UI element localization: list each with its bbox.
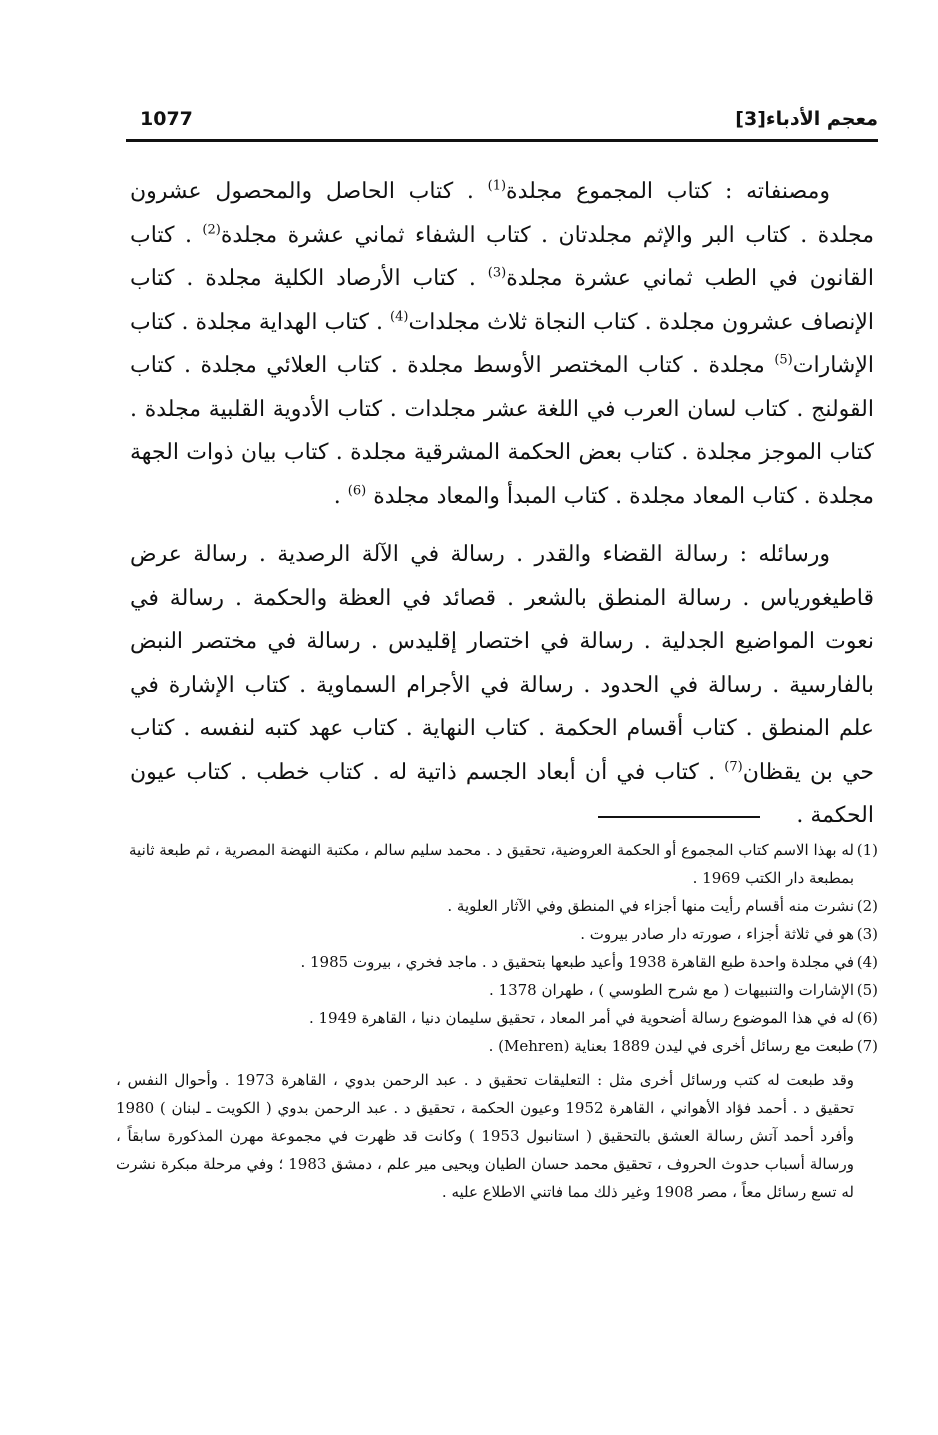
footnote-number: (1) (856, 841, 878, 859)
footnote-ref: (7) (724, 759, 743, 775)
footnote-item (116, 1032, 878, 1060)
text-segment: . كتاب في أن أبعاد الجسم ذاتية له . كتاب خطب . كتاب عيون الحكمة . (130, 759, 874, 828)
text-segment: . كتاب الحاصل والمحصول عشرون مجلدة . كتاب البر والإثم مجلدتان . كتاب الشفاء ثماني عشرة مجلدة (130, 179, 874, 248)
text-segment: ومصنفاته : كتاب المجموع مجلدة (506, 179, 830, 204)
footnote-ref: (6) (347, 483, 367, 499)
footnote-number: (3) (856, 925, 878, 943)
footnote-text: له بهذا الاسم كتاب المجموع أو الحكمة العروضية، تحقيق د . محمد سليم سالم ، مكتبة النهضة المصرية ، ثم طبعة ثانية بمطبعة دار الكتب 1969 . (129, 841, 854, 887)
paragraph-epistles (130, 533, 874, 838)
footnote-number: (4) (856, 953, 878, 971)
footnotes (116, 836, 878, 1206)
footnote-ref: (4) (390, 309, 409, 325)
page-number: 1077 (140, 108, 193, 130)
footnote-number: (6) (856, 1009, 878, 1027)
text-segment: . كتاب القانون في الطب ثماني عشرة مجلدة (130, 222, 875, 291)
footnote-continuation: وقد طبعت له كتب ورسائل أخرى مثل : التعليقات تحقيق د . عبد الرحمن بدوي ، القاهرة 1973 . وأحوال النفس ، تحقيق د . أحمد فؤاد الأهواني ، القاهرة 1952 وعيون الحكمة ، تحقيق د . عبد الرحمن بدوي ( الكويت ـ لبنان ) 1980 وأفرد أحمد آتش رسالة العشق بالتحقيق ( استانبول 1953 ) وكانت قد ظهرت في مجموعة مهرن المذكورة سابقاً ، ورسالة أسباب حدوث الحروف ، تحقيق محمد حسان الطيان ويحيى مير علم ، دمشق 1983 ؛ وفي مرحلة مبكرة نشرت له تسع رسائل معاً ، مصر 1908 وغير ذلك مما فاتني الاطلاع عليه . (116, 1071, 855, 1201)
footnote-text: طبعت مع رسائل أخرى في ليدن 1889 بعناية (Mehren) . (488, 1037, 854, 1055)
footnote-text: هو في ثلاثة أجزاء ، صورته دار صادر بيروت . (580, 925, 854, 943)
running-head: معجم الأدباء[3] (735, 108, 878, 130)
footnote-item (116, 920, 878, 948)
footnote-text: نشرت منه أقسام رأيت منها أجزاء في المنطق وفي الآثار العلوية . (447, 897, 854, 915)
paragraph-works (130, 170, 874, 518)
text-segment: . كتاب الأرصاد الكلية مجلدة . كتاب الإنصاف عشرون مجلدة . كتاب النجاة ثلاث مجلدات (130, 266, 875, 335)
footnote-number: (5) (856, 981, 878, 999)
text-segment: . (333, 483, 348, 509)
page-header (126, 104, 878, 138)
footnote-item (116, 976, 878, 1004)
footnote-ref: (2) (202, 222, 221, 238)
footnote-text: في مجلدة واحدة طبع القاهرة 1938 وأعيد طبعها بتحقيق د . ماجد فخري ، بيروت 1985 . (300, 953, 854, 971)
footnote-ref: (5) (774, 352, 793, 368)
footnote-ref: (3) (487, 265, 507, 281)
footnote-text: الإشارات والتنبيهات ( مع شرح الطوسي ) ، طهران 1378 . (489, 981, 854, 999)
footnote-separator (598, 816, 760, 818)
footnote-text: له في هذا الموضوع رسالة أضحوية في أمر المعاد ، تحقيق سليمان دنيا ، القاهرة 1949 . (308, 1009, 854, 1027)
header-rule (126, 139, 878, 142)
footnote-item (116, 892, 878, 920)
footnote-item (116, 836, 878, 892)
footnote-item (116, 1004, 878, 1032)
text-segment: . كتاب الهداية مجلدة . كتاب الإشارات (130, 309, 874, 378)
footnote-number: (7) (856, 1037, 878, 1055)
text-segment: مجلدة . كتاب المختصر الأوسط مجلدة . كتاب العلائي مجلدة . كتاب القولنج . كتاب لسان العرب في اللغة عشر مجلدات . كتاب الأدوية القلبية مجلدة . كتاب الموجز مجلدة . كتاب بعض الحكمة المشرقية مجلدة . كتاب بيان ذوات الجهة مجلدة . كتاب المعاد مجلدة . كتاب المبدأ والمعاد مجلدة (130, 353, 874, 509)
footnote-number: (2) (856, 897, 878, 915)
text-segment: ورسائله : رسالة القضاء والقدر . رسالة في الآلة الرصدية . رسالة عرض قاطيغورياس . رسالة المنطق بالشعر . قصائد في العظة والحكمة . رسالة في نعوت المواضيع الجدلية . رسالة في اختصار إقليدس . رسالة في مختصر النبض بالفارسية . رسالة في الحدود . رسالة في الأجرام السماوية . كتاب الإشارة في علم المنطق . كتاب أقسام الحكمة . كتاب النهاية . كتاب عهد كتبه لنفسه . كتاب حي بن يقظان (130, 542, 874, 785)
footnote-item (116, 948, 878, 976)
main-text (130, 170, 874, 838)
footnote-ref: (1) (487, 178, 507, 194)
